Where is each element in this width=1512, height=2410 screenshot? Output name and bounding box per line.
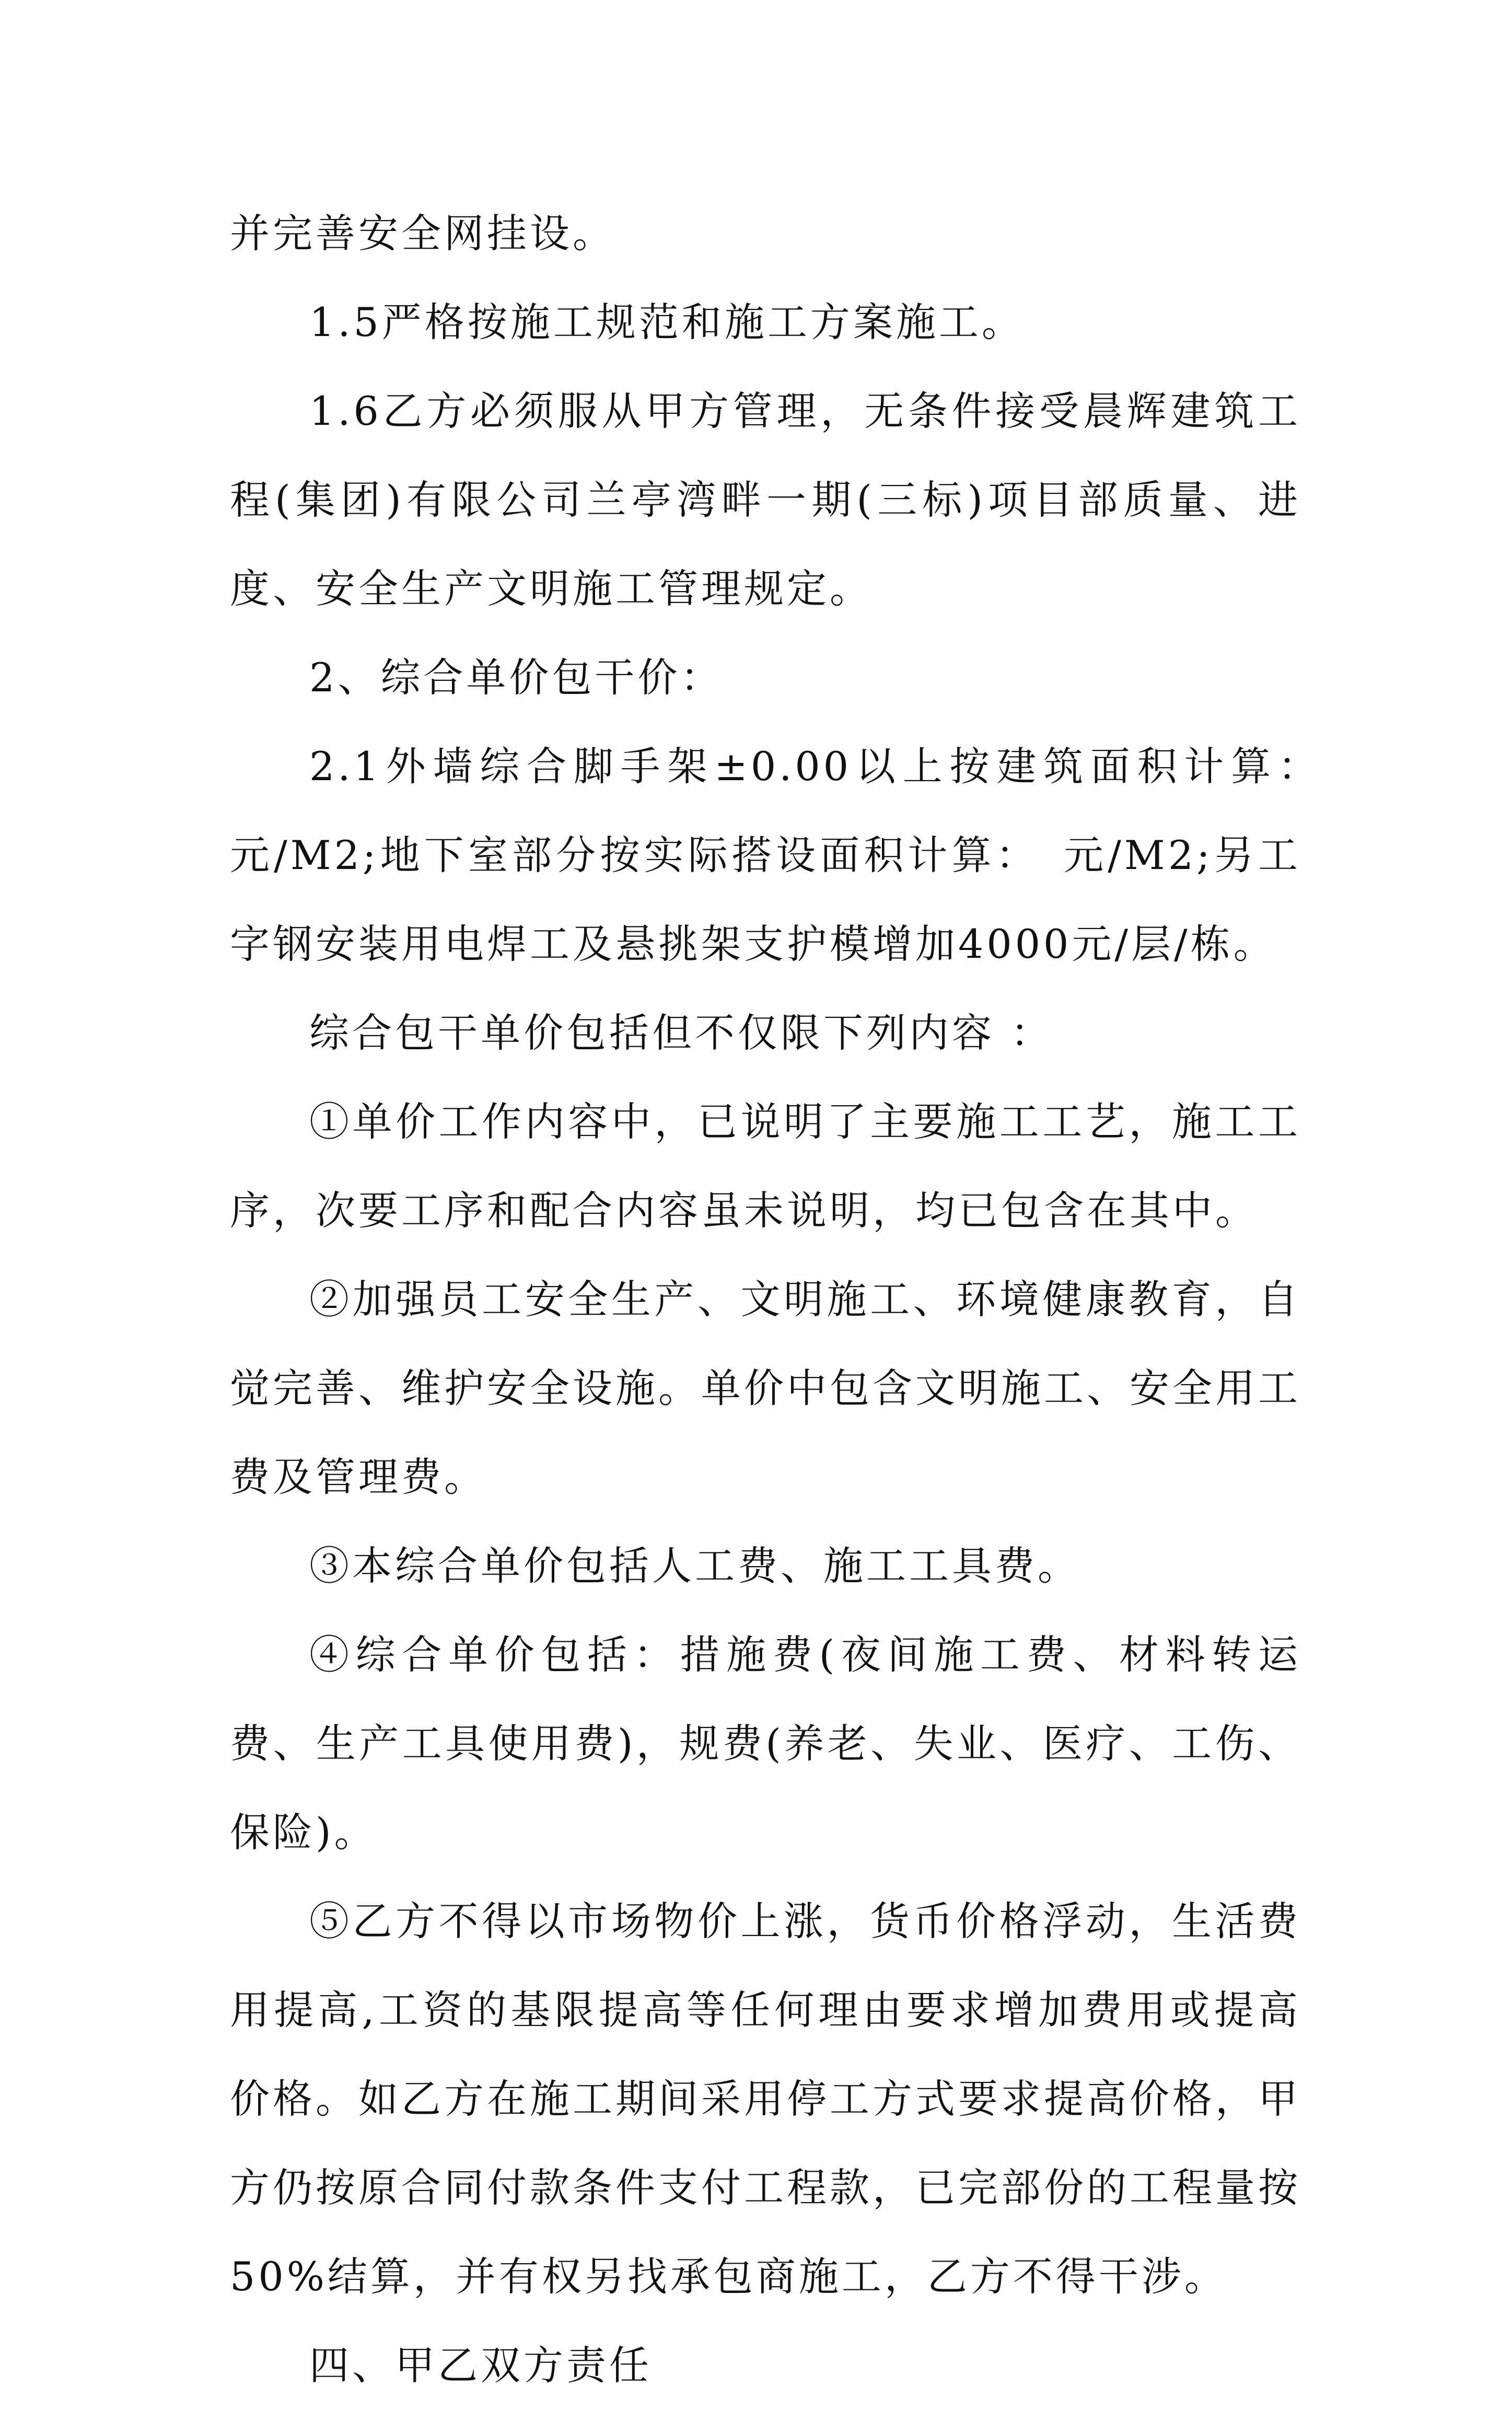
document-body	[230, 189, 1344, 2410]
paragraph: 综合包干单价包括但不仅限下列内容 ：	[309, 1010, 1054, 1056]
paragraph: 2、综合单价包干价：	[309, 654, 724, 701]
paragraph: 并完善安全网挂设。	[230, 210, 615, 257]
paragraph: 2.1外墙综合脚手架±0.00以上按建筑面积计算： 元/M2;地下室部分按实际搭设面积计算： 元/M2;另工字钢安装用电焊工及悬挑架支护模增加4000元/层/栋。	[230, 743, 1344, 967]
paragraph: ②加强员工安全生产、文明施工、环境健康教育，自觉完善、维护安全设施。单价中包含文明施工、安全用工费及管理费。	[230, 1276, 1301, 1500]
paragraph: ①单价工作内容中，已说明了主要施工工艺，施工工序，次要工序和配合内容虽未说明，均已包含在其中。	[230, 1098, 1301, 1234]
paragraph: ④综合单价包括：措施费(夜间施工费、材料转运费、生产工具使用费)，规费(养老、失业、医疗、工伤、保险)。	[230, 1631, 1301, 1856]
paragraph: ⑤乙方不得以市场物价上涨，货币价格浮动，生活费用提高,工资的基限提高等任何理由要求增加费用或提高价格。如乙方在施工期间采用停工方式要求提高价格，甲方仍按原合同付款条件支付工程款，已完部份的工程量按50%结算，并有权另找承包商施工，乙方不得干涉。	[230, 1898, 1301, 2300]
paragraph: 1.5严格按施工规范和施工方案施工。	[309, 299, 1025, 345]
section-heading: 四、甲乙双方责任	[309, 2342, 652, 2389]
paragraph: 1.6乙方必须服从甲方管理，无条件接受晨辉建筑工程(集团)有限公司兰亭湾畔一期(三标)项目部质量、进度、安全生产文明施工管理规定。	[230, 388, 1301, 612]
paragraph: ③本综合单价包括人工费、施工工具费。	[309, 1543, 1080, 1589]
